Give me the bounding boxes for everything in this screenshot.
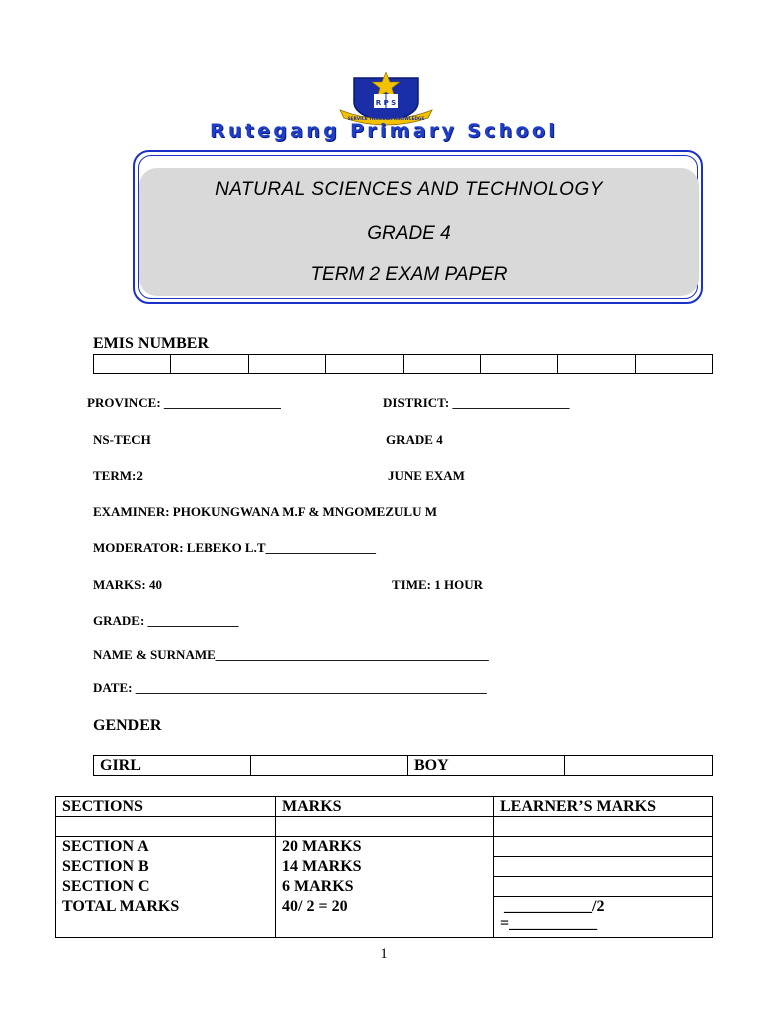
grade-title: GRADE 4: [367, 223, 451, 244]
girl-label: GIRL: [94, 756, 251, 776]
gender-table: [93, 755, 713, 776]
table-cell: [56, 817, 276, 837]
learner-total-line: ___________/2: [504, 898, 605, 915]
learner-mark-cell[interactable]: [494, 837, 713, 857]
learner-mark-cell[interactable]: [494, 857, 713, 877]
table-row: [56, 837, 713, 857]
sections-marks-table: [55, 796, 713, 938]
grade-info: GRADE 4: [386, 432, 443, 447]
examiner-info: EXAMINER: PHOKUNGWANA M.F & MNGOMEZULU M: [93, 504, 437, 519]
marks-info: MARKS: 40: [93, 577, 162, 592]
table-header-row: [56, 797, 713, 817]
emis-cell[interactable]: [403, 355, 480, 374]
emis-cell[interactable]: [94, 355, 171, 374]
boy-checkbox[interactable]: [565, 756, 713, 776]
emis-cell[interactable]: [248, 355, 325, 374]
name-surname-field[interactable]: NAME & SURNAME__________________________________________: [93, 647, 489, 662]
table-row: [56, 857, 713, 877]
table-row: [56, 877, 713, 897]
moderator-info: MODERATOR: LEBEKO L.T_________________: [93, 540, 377, 555]
header-learners-marks: LEARNER’S MARKS: [494, 797, 713, 817]
table-cell: SECTION A: [56, 837, 276, 857]
emis-cell[interactable]: [558, 355, 635, 374]
table-cell: [276, 817, 494, 837]
table-cell: SECTION C: [56, 877, 276, 897]
table-cell: 40/ 2 = 20: [276, 897, 494, 938]
district-field[interactable]: DISTRICT: __________________: [383, 395, 570, 410]
emis-label: EMIS NUMBER: [93, 335, 210, 352]
emis-cell[interactable]: [326, 355, 403, 374]
header-marks: MARKS: [276, 797, 494, 817]
subject-code: NS-TECH: [93, 432, 151, 447]
table-cell: 14 MARKS: [276, 857, 494, 877]
time-info: TIME: 1 HOUR: [392, 577, 483, 592]
table-cell: SECTION B: [56, 857, 276, 877]
table-cell: TOTAL MARKS: [56, 897, 276, 938]
svg-text:SERVICE THROUGH KNOWLEDGE: SERVICE THROUGH KNOWLEDGE: [347, 116, 425, 121]
emis-cell[interactable]: [480, 355, 557, 374]
boy-label: BOY: [408, 756, 565, 776]
header-sections: SECTIONS: [56, 797, 276, 817]
learner-mark-cell[interactable]: [494, 877, 713, 897]
emis-number-grid: [93, 354, 713, 374]
gender-label: GENDER: [93, 717, 162, 734]
emis-cell[interactable]: [635, 355, 712, 374]
table-cell: 20 MARKS: [276, 837, 494, 857]
date-field[interactable]: DATE: ______________________________________________________: [93, 680, 487, 695]
girl-checkbox[interactable]: [251, 756, 408, 776]
page-number: 1: [380, 946, 388, 962]
table-cell: [494, 817, 713, 837]
emis-cell[interactable]: [171, 355, 248, 374]
learner-total-result: =___________: [500, 915, 598, 932]
term-info: TERM:2: [93, 468, 143, 483]
table-cell: 6 MARKS: [276, 877, 494, 897]
table-row: [56, 817, 713, 837]
school-name: Rutegang Primary School: [209, 120, 559, 142]
exam-info: JUNE EXAM: [388, 468, 465, 483]
svg-text:R P S: R P S: [375, 99, 397, 107]
table-row-total: [56, 897, 713, 938]
paper-title: TERM 2 EXAM PAPER: [310, 264, 508, 285]
province-field[interactable]: PROVINCE: __________________: [87, 395, 281, 410]
grade-field[interactable]: GRADE: ______________: [93, 613, 239, 628]
learner-total-cell[interactable]: [494, 897, 713, 938]
subject-title: NATURAL SCIENCES AND TECHNOLOGY: [215, 179, 603, 200]
school-logo: [336, 72, 436, 126]
